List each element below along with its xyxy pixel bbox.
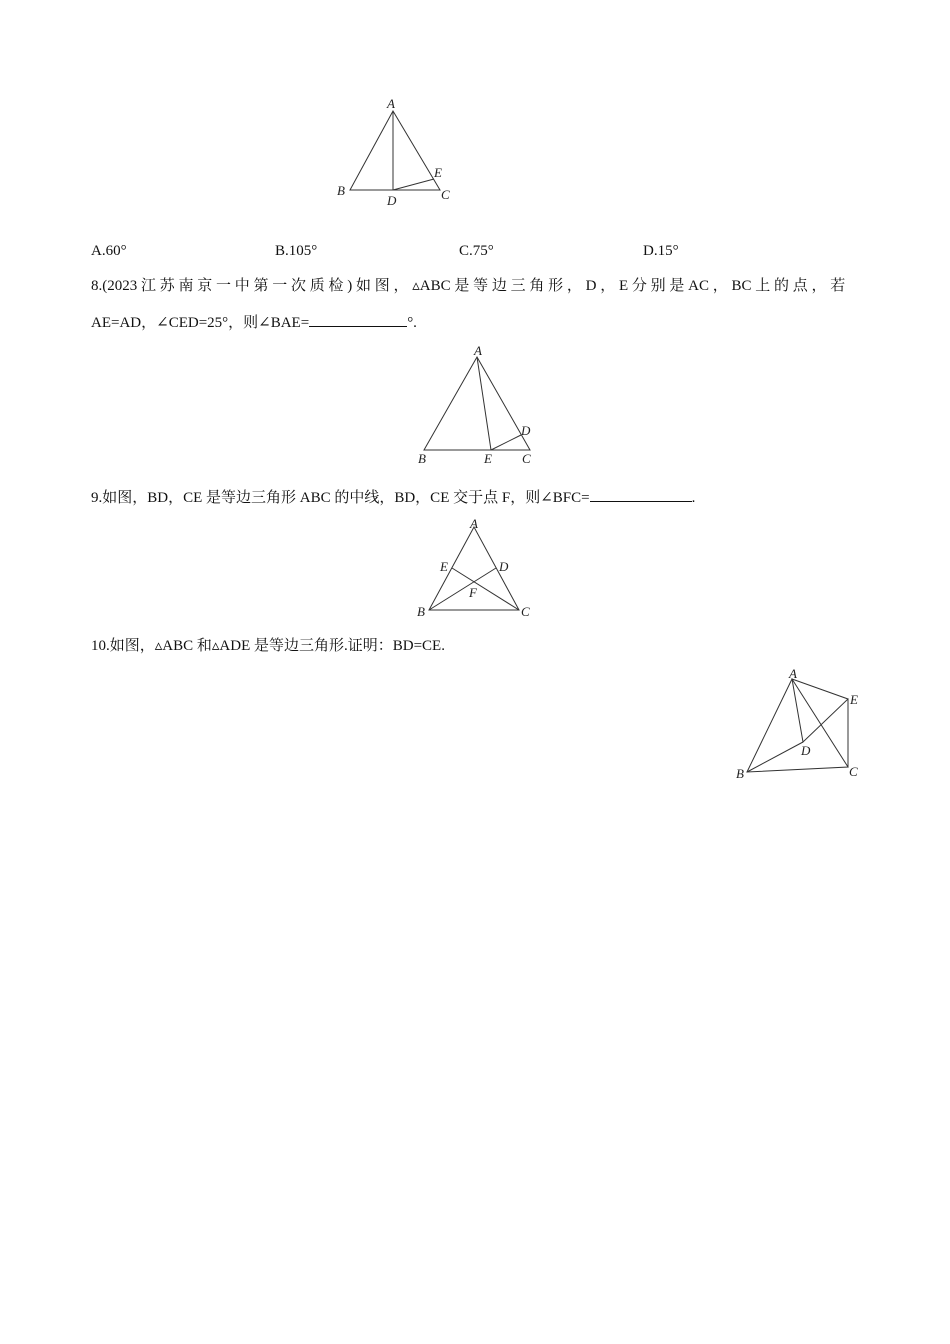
q7-label-b: B bbox=[337, 183, 345, 198]
q8-answer-blank[interactable] bbox=[309, 312, 407, 327]
q8-label-c: C bbox=[522, 451, 531, 466]
q8-triangle-abc bbox=[424, 357, 530, 450]
q7-choice-b: B.105° bbox=[275, 243, 318, 259]
q7-choice-c: C.75° bbox=[459, 243, 494, 259]
q9-text-before-blank: 9.如图，BD，CE 是等边三角形 ABC 的中线，BD，CE 交于点 F，则∠BFC= bbox=[91, 490, 590, 506]
q10-label-a: A bbox=[789, 666, 797, 681]
q9-label-d: D bbox=[499, 559, 509, 574]
q10-label-d: D bbox=[801, 743, 811, 758]
q10-label-b: B bbox=[736, 766, 744, 781]
q9-label-a: A bbox=[470, 516, 478, 531]
q9-label-b: B bbox=[417, 604, 425, 619]
q10-label-c: C bbox=[849, 764, 858, 779]
q8-figure bbox=[410, 340, 545, 470]
q7-label-c: C bbox=[441, 187, 450, 202]
q7-choice-a: A.60° bbox=[91, 243, 127, 259]
q9-text-after-blank: . bbox=[691, 490, 696, 506]
q10-question-line: 10.如图，▵ABC 和▵ADE 是等边三角形.证明：BD=CE. bbox=[91, 638, 445, 654]
q7-label-d: D bbox=[387, 193, 397, 208]
q9-label-c: C bbox=[521, 604, 530, 619]
q9-figure bbox=[410, 515, 540, 625]
q10-figure bbox=[730, 665, 870, 785]
q9-label-f: F bbox=[469, 585, 477, 600]
q8-segment-ae bbox=[477, 357, 491, 450]
q8-question-line2 bbox=[91, 312, 417, 333]
q7-triangle-abc bbox=[350, 111, 440, 190]
q9-answer-blank[interactable] bbox=[590, 487, 692, 502]
q10-triangle-abc bbox=[747, 679, 848, 772]
q8-label-d: D bbox=[521, 423, 531, 438]
q7-label-e: E bbox=[434, 165, 442, 180]
q7-choice-d: D.15° bbox=[643, 243, 679, 259]
q8-label-a: A bbox=[474, 343, 482, 358]
q10-segment-bd bbox=[747, 742, 803, 772]
q10-triangle-ade bbox=[792, 679, 848, 742]
q8-label-e: E bbox=[484, 451, 492, 466]
q9-label-e: E bbox=[440, 559, 448, 574]
q8-segment-ed bbox=[491, 435, 521, 450]
q7-figure bbox=[330, 95, 460, 210]
q7-label-a: A bbox=[387, 96, 395, 111]
q10-label-e: E bbox=[850, 692, 858, 707]
q7-segment-de bbox=[393, 179, 434, 190]
q8-label-b: B bbox=[418, 451, 426, 466]
q8-text-before-blank: AE=AD，∠CED=25°，则∠BAE= bbox=[91, 315, 310, 331]
q8-question-line1: 8.(2023 江 苏 南 京 一 中 第 一 次 质 检 ) 如 图 ， ▵ABC 是 等 边 三 角 形 ， D ， E 分 别 是 AC ， BC 上 的 点 ， 若 bbox=[91, 278, 846, 294]
q9-question-line bbox=[91, 487, 695, 508]
q8-text-after-blank: °. bbox=[407, 315, 417, 331]
